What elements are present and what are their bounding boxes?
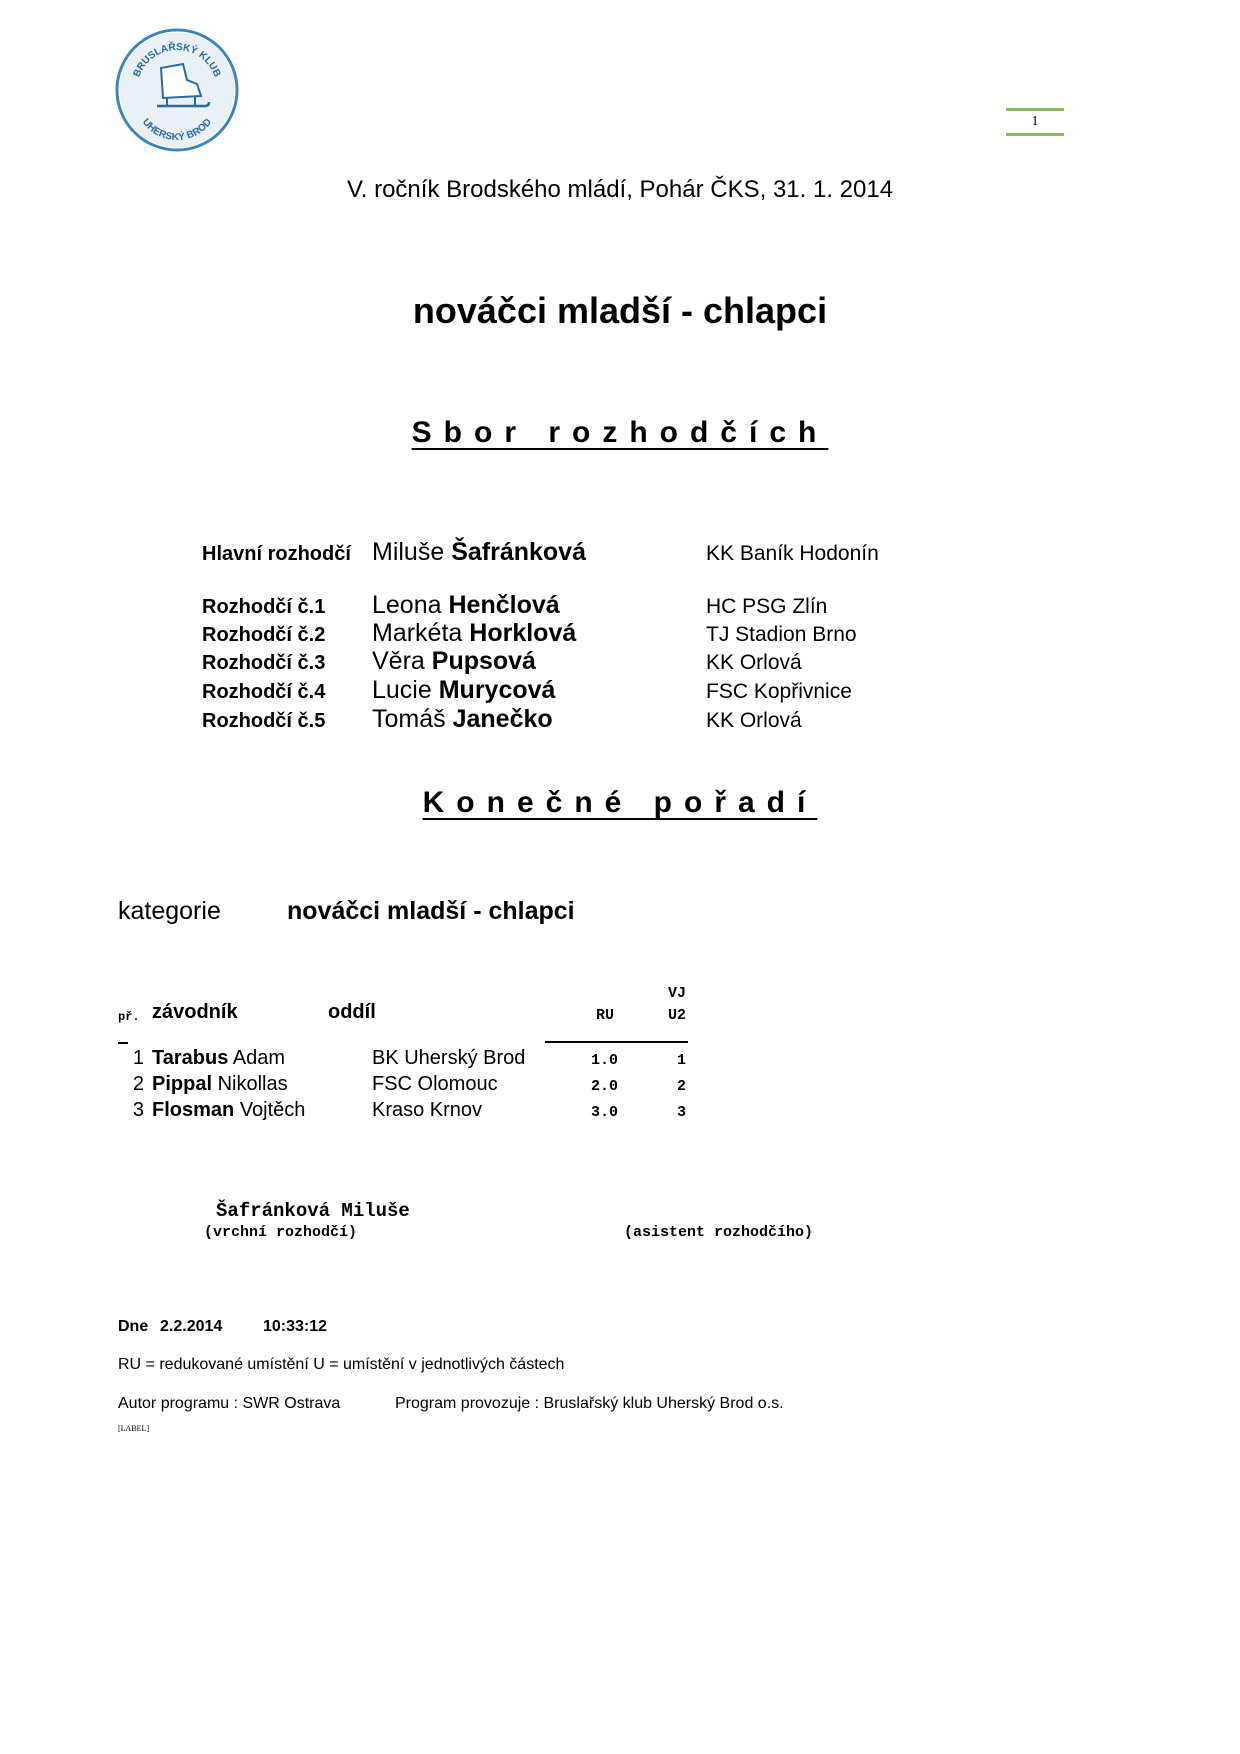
cell-ru: 2.0 <box>590 1078 618 1095</box>
judge-name: Leona Henčlová <box>372 591 560 619</box>
results-heading <box>0 786 1240 820</box>
category-label: kategorie <box>118 897 221 925</box>
judge-role: Rozhodčí č.1 <box>202 596 326 618</box>
judge-name: Tomáš Janečko <box>372 705 553 733</box>
cell-rank: 2 <box>132 1073 144 1095</box>
cell-ru: 1.0 <box>590 1052 618 1069</box>
time-value: 10:33:12 <box>263 1318 328 1335</box>
judge-club: TJ Stadion Brno <box>706 623 857 646</box>
table-header-rule <box>545 1041 688 1043</box>
judge-name: Lucie Murycová <box>372 676 556 704</box>
cell-competitor: Tarabus Adam <box>152 1047 286 1069</box>
cell-ru: 3.0 <box>590 1104 618 1121</box>
judge-club: FSC Kopřivnice <box>706 680 852 703</box>
category-title: nováčci mladší - chlapci <box>412 290 828 331</box>
judges-heading <box>0 416 1240 450</box>
cell-club: FSC Olomouc <box>372 1073 498 1095</box>
cell-competitor: Flosman Vojtěch <box>152 1099 306 1121</box>
event-title: V. ročník Brodského mládí, Pohár ČKS, 31. 1. 2014 <box>346 176 894 203</box>
cell-competitor: Pippal Nikollas <box>152 1073 288 1095</box>
legend-text: RU = redukované umístění U = umístění v jednotlivých částech <box>118 1356 565 1373</box>
judge-role: Rozhodčí č.4 <box>202 681 326 703</box>
judge-name: Věra Pupsová <box>372 647 536 675</box>
label-placeholder: [LABEL] <box>118 1424 150 1433</box>
logo-text-top: BRUSLAŘSKÝ KLUB <box>131 41 223 79</box>
category-value: nováčci mladší - chlapci <box>287 897 575 925</box>
results-heading-text: Konečné pořadí <box>422 786 818 819</box>
judge-role: Rozhodčí č.3 <box>202 652 326 674</box>
judge-role: Rozhodčí č.2 <box>202 624 326 646</box>
table-header-mark <box>118 1042 128 1044</box>
judge-role: Rozhodčí č.5 <box>202 710 326 732</box>
header-competitor: závodník <box>152 1001 238 1023</box>
cell-u2: 1 <box>676 1052 686 1069</box>
cell-u2: 2 <box>676 1078 686 1095</box>
judge-role: Hlavní rozhodčí <box>202 543 351 565</box>
cell-rank: 1 <box>132 1047 144 1069</box>
header-ru: RU <box>596 1007 615 1024</box>
header-rank: př. <box>118 1010 140 1024</box>
cell-rank: 3 <box>132 1099 144 1121</box>
header-u2: U2 <box>668 1007 687 1024</box>
judges-heading-text: Sbor rozhodčích <box>411 416 829 449</box>
judge-club: HC PSG Zlín <box>706 595 828 618</box>
assistant-role: (asistent rozhodčího) <box>624 1224 814 1241</box>
date-label: Dne <box>118 1318 149 1335</box>
page-number: 1 <box>1006 108 1064 136</box>
judge-name: Miluše Šafránková <box>372 538 586 566</box>
signature-role: (vrchní rozhodčí) <box>204 1224 358 1241</box>
logo-text-bottom: UHERSKÝ BROD <box>139 116 215 144</box>
judge-club: KK Baník Hodonín <box>706 542 879 565</box>
author-text: Autor programu : SWR Ostrava <box>118 1395 341 1412</box>
header-club: oddíl <box>328 1001 376 1023</box>
judge-name: Markéta Horklová <box>372 619 577 647</box>
operator-text: Program provozuje : Bruslařský klub Uherský Brod o.s. <box>395 1395 784 1412</box>
cell-u2: 3 <box>676 1104 686 1121</box>
signature-name: Šafránková Miluše <box>216 1200 410 1222</box>
cell-club: BK Uherský Brod <box>372 1047 526 1069</box>
header-vj: VJ <box>668 985 687 1002</box>
judge-club: KK Orlová <box>706 651 802 674</box>
judge-club: KK Orlová <box>706 709 802 732</box>
cell-club: Kraso Krnov <box>372 1099 483 1121</box>
date-value: 2.2.2014 <box>160 1318 223 1335</box>
club-logo <box>115 28 240 153</box>
